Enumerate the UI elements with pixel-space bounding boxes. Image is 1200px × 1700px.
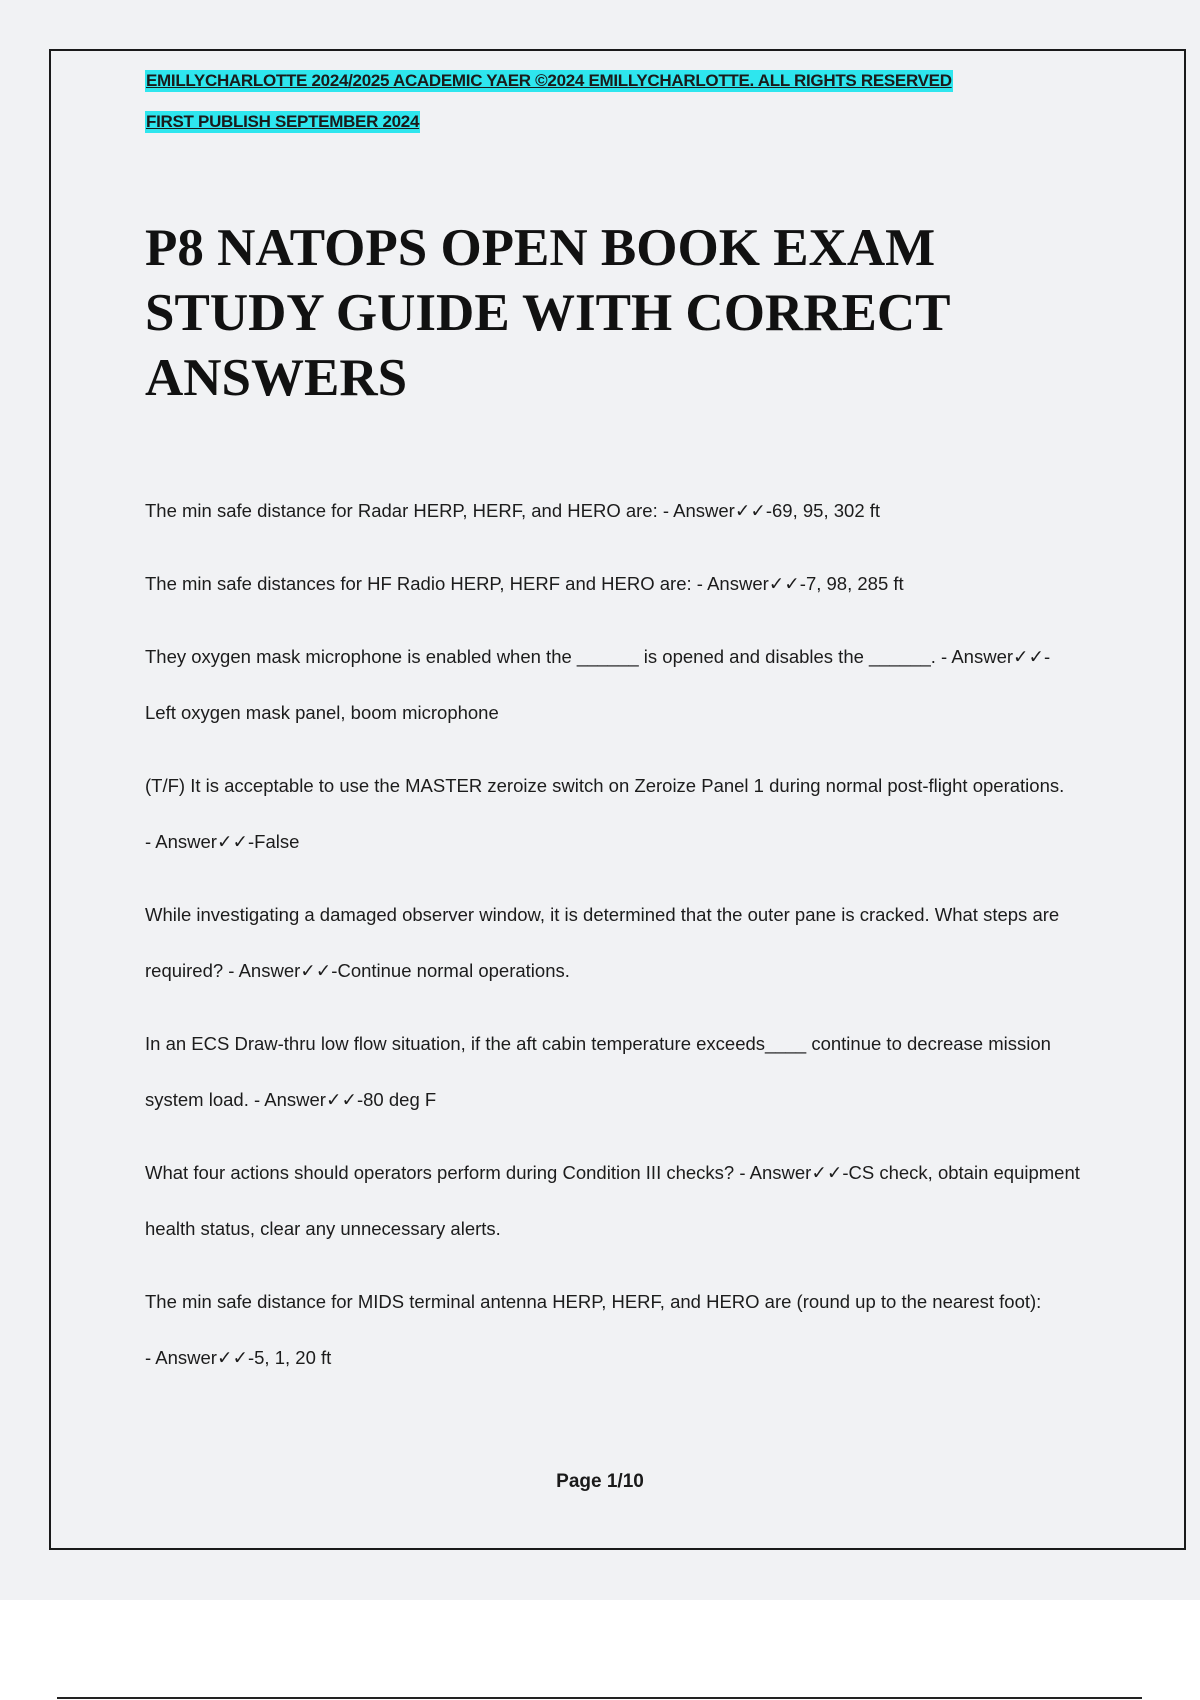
answer-separator: - Answer: [248, 1089, 326, 1110]
answer-separator: - Answer: [657, 500, 735, 521]
qa-item: [145, 556, 1080, 612]
answer-text: -Continue normal operations.: [331, 960, 570, 981]
answer-separator: - Answer: [223, 960, 301, 981]
header-publish-line: FIRST PUBLISH SEPTEMBER 2024: [146, 112, 420, 131]
question-answer-list: [145, 483, 1085, 1386]
question-text: In an ECS Draw-thru low flow situation, if the aft cabin temperature exceeds____ continue to decrease mission system load.: [145, 1033, 1051, 1110]
question-text: The min safe distance for Radar HERP, HERF, and HERO are:: [145, 500, 658, 521]
answer-text: -Left oxygen mask panel, boom microphone: [145, 646, 1051, 723]
check-marks: ✓✓: [1013, 646, 1045, 667]
qa-item: [145, 1274, 1080, 1386]
check-marks: ✓✓: [216, 1347, 248, 1368]
copyright-header: [145, 70, 1085, 133]
check-marks: ✓✓: [811, 1162, 843, 1183]
header-copyright-line: EMILLYCHARLOTTE 2024/2025 ACADEMIC YAER ©2024 EMILLYCHARLOTTE. ALL RIGHTS RESERVED: [146, 71, 952, 90]
check-marks: ✓✓: [300, 960, 332, 981]
question-text: The min safe distance for MIDS terminal antenna HERP, HERF, and HERO are (round up to the nearest foot):: [145, 1291, 1042, 1312]
question-text: They oxygen mask microphone is enabled when the ______ is opened and disables the ______.: [145, 646, 936, 667]
check-marks: ✓✓: [768, 573, 800, 594]
answer-text: -7, 98, 285 ft: [799, 573, 904, 594]
answer-text: -69, 95, 302 ft: [765, 500, 881, 521]
answer-separator: - Answer: [145, 1347, 217, 1368]
question-text: (T/F) It is acceptable to use the MASTER zeroize switch on Zeroize Panel 1 during normal post-flight operations.: [145, 775, 1065, 796]
page-number: Page 1/10: [556, 1471, 644, 1492]
document-title: P8 NATOPS OPEN BOOK EXAM STUDY GUIDE WITH CORRECT ANSWERS: [145, 219, 950, 407]
check-marks: ✓✓: [325, 1089, 357, 1110]
check-marks: ✓✓: [734, 500, 766, 521]
qa-item: [145, 887, 1080, 999]
answer-text: -5, 1, 20 ft: [247, 1347, 332, 1368]
answer-separator: - Answer: [734, 1162, 812, 1183]
check-marks: ✓✓: [216, 831, 248, 852]
qa-item: [145, 1016, 1080, 1128]
next-page-divider: [57, 1697, 1142, 1699]
answer-separator: - Answer: [145, 831, 217, 852]
question-text: While investigating a damaged observer window, it is determined that the outer pane is cracked. What steps are required?: [145, 904, 1060, 981]
qa-item: [145, 629, 1080, 741]
answer-text: -80 deg F: [356, 1089, 437, 1110]
qa-item: [145, 758, 1080, 870]
answer-separator: - Answer: [691, 573, 769, 594]
question-text: What four actions should operators perform during Condition III checks?: [145, 1162, 735, 1183]
qa-item: [145, 483, 1080, 539]
document-content: [145, 70, 1085, 1403]
answer-separator: - Answer: [935, 646, 1014, 667]
answer-text: -False: [247, 831, 300, 852]
question-text: The min safe distances for HF Radio HERP, HERF and HERO are:: [145, 573, 692, 594]
answer-text: -CS check, obtain equipment health status, clear any unnecessary alerts.: [145, 1162, 1080, 1239]
qa-item: [145, 1145, 1080, 1257]
